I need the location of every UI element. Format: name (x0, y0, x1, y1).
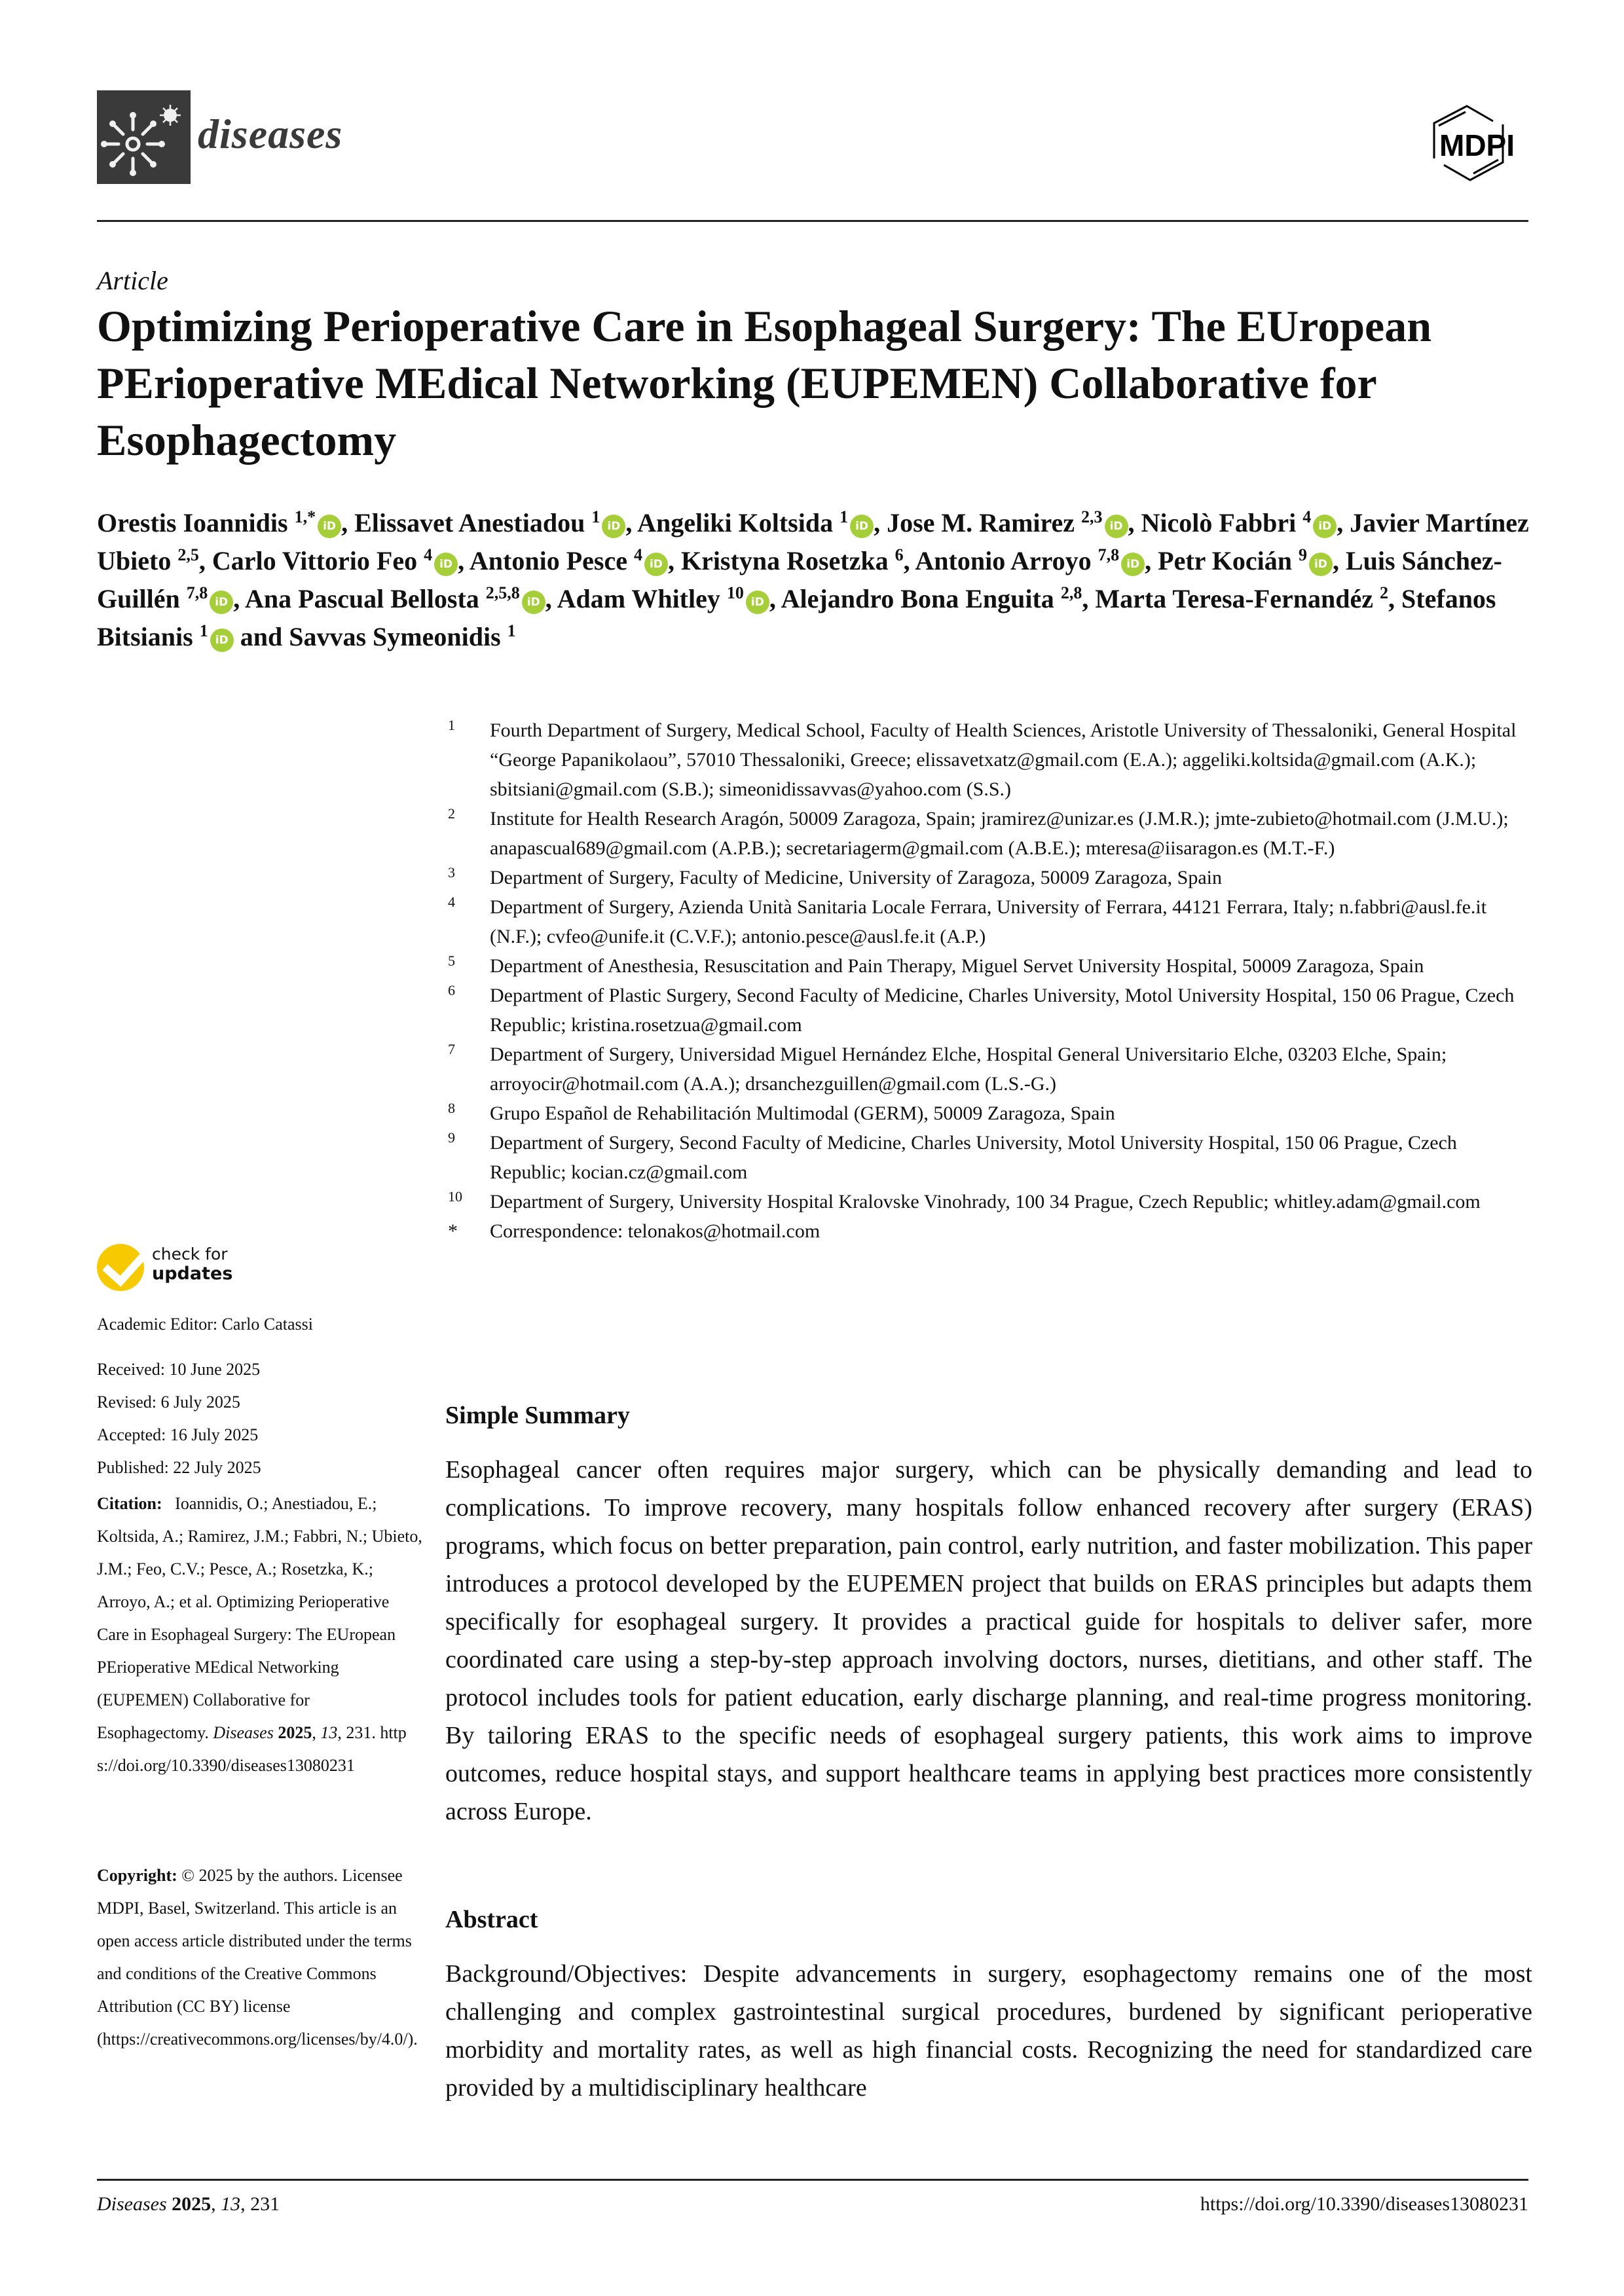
orcid-icon[interactable]: iD (602, 515, 625, 538)
article-title: Optimizing Perioperative Care in Esophageal Surgery: The EUropean PErioperative MEdical Networking (EUPEMEN) Collaborative for Esophagectomy (97, 301, 1432, 465)
author-name: Marta Teresa-Fernandéz (1095, 584, 1374, 613)
check-for-label: check for (152, 1245, 228, 1264)
author-name: Antonio Arroyo (915, 546, 1092, 575)
footer-doi-link[interactable]: https://doi.org/10.3390/diseases13080231 (1200, 2193, 1528, 2215)
citation-label: Citation: (97, 1494, 162, 1513)
affiliation-item (445, 863, 1532, 892)
author-affiliation-marker: 4 (1302, 507, 1312, 526)
affiliation-text: Institute for Health Research Aragón, 50009 Zaragoza, Spain; jramirez@unizar.es (J.M.R.); jmte-zubieto@hotmail.com (J.M.U.); anapascual689@gmail.com (A.P.B.); secretariagerm@gmail.com (A.B.E.); mteresa@iisaragon.es (M.T.-F.) (490, 808, 1509, 859)
copyright-block (97, 1859, 424, 2056)
author-affiliation-marker: 2,3 (1081, 507, 1103, 526)
author-name: Ana Pascual Bellosta (245, 584, 479, 613)
author-name: Orestis Ioannidis (97, 508, 288, 538)
footer-citation: Diseases 2025, 13, 231 (97, 2193, 280, 2215)
affiliation-item (445, 981, 1532, 1040)
affiliation-item (445, 892, 1532, 951)
academic-editor: Academic Editor: Carlo Catassi (97, 1315, 313, 1334)
affiliation-item (445, 1187, 1532, 1216)
author-affiliation-marker: 1 (591, 507, 600, 526)
affiliation-text: Department of Surgery, Faculty of Medicine, University of Zaragoza, 50009 Zaragoza, Spain (490, 867, 1222, 888)
author-separator: , (1388, 584, 1402, 613)
author-name: Antonio Pesce (469, 546, 627, 575)
affiliation-item (445, 1099, 1532, 1128)
orcid-icon[interactable]: iD (522, 591, 545, 614)
affiliation-number: 6 (448, 982, 455, 998)
author-affiliation-marker: 1,* (294, 507, 316, 526)
accepted-date: Accepted: 16 July 2025 (97, 1425, 259, 1444)
publisher-name: MDPI (1439, 128, 1515, 162)
author-name: Elissavet Anestiadou (354, 508, 585, 538)
orcid-icon[interactable]: iD (1105, 515, 1128, 538)
affiliation-text: Department of Surgery, University Hospital Kralovske Vinohrady, 100 34 Prague, Czech Republic; whitley.adam@gmail.com (490, 1191, 1481, 1212)
affiliation-number: 1 (448, 717, 455, 733)
footer-article: , 231 (240, 2193, 280, 2215)
correspondence-mark: * (448, 1220, 458, 1242)
virus-icon (97, 90, 191, 184)
citation-volume: 13 (320, 1723, 338, 1742)
affiliation-text: Department of Plastic Surgery, Second Faculty of Medicine, Charles University, Motol University Hospital, 150 06 Prague, Czech Republic; kristina.rosetzua@gmail.com (490, 985, 1515, 1036)
author-separator: , (903, 546, 915, 575)
author-affiliation-marker: 2,8 (1060, 583, 1082, 602)
affiliations-list (445, 716, 1532, 1246)
author-separator: , (1145, 546, 1158, 575)
author-separator: , (233, 584, 245, 613)
orcid-icon[interactable]: iD (210, 629, 234, 652)
affiliation-item (445, 1040, 1532, 1099)
author-name: Nicolò Fabbri (1141, 508, 1297, 538)
author-separator: , (769, 584, 781, 613)
orcid-icon[interactable]: iD (318, 515, 341, 538)
author-name: Jose M. Ramirez (887, 508, 1075, 538)
author-name: Javier Martínez Ubieto (97, 508, 1529, 575)
affiliation-text: Fourth Department of Surgery, Medical School, Faculty of Health Sciences, Aristotle University of Thessaloniki, General Hospital “George Papanikolaou”, 57010 Thessaloniki, Greece; elissavetxatz@gmail.com (E.A.); aggeliki.koltsida@gmail.com (A.K.); sbitsiani@gmail.com (S.B.); simeonidissavvas@yahoo.com (S.S.) (490, 720, 1517, 800)
author-separator: , (1337, 508, 1350, 538)
footer-divider (97, 2179, 1528, 2181)
author-separator: and (233, 622, 289, 651)
author-name: Savvas Symeonidis (289, 622, 501, 651)
affiliation-number: 2 (448, 805, 455, 822)
abstract-text: Background/Objectives: Despite advancements in surgery, esophagectomy remains one of the most challenging and complex gastrointestinal surgical procedures, burdened by significant perioperative morbidity and mortality rates, as well as high financial costs. Recognizing the need for standardized care provided by a multidisciplinary healthcare (445, 1960, 1532, 2102)
journal-logo (97, 90, 191, 184)
affiliation-text: Grupo Español de Rehabilitación Multimodal (GERM), 50009 Zaragoza, Spain (490, 1102, 1115, 1124)
mdpi-logo (1408, 105, 1529, 187)
author-name: Stefanos Bitsianis (97, 584, 1496, 651)
author-name: Alejandro Bona Enguita (781, 584, 1054, 613)
affiliation-text: Department of Surgery, Azienda Unità Sanitaria Locale Ferrara, University of Ferrara, 44121 Ferrara, Italy; n.fabbri@ausl.fe.it (N.F.); cvfeo@unife.it (C.V.F.); antonio.pesce@ausl.fe.it (A.P.) (490, 896, 1487, 947)
affiliation-number: 4 (448, 894, 455, 910)
affiliation-text: Department of Surgery, Universidad Miguel Hernández Elche, Hospital General Universitario Elche, 03203 Elche, Spain; arroyocir@hotmail.com (A.A.); drsanchezguillen@gmail.com (L.S.-G.) (490, 1044, 1447, 1095)
journal-name: diseases (198, 111, 343, 157)
footer-journal: Diseases (97, 2193, 167, 2215)
correspondence (445, 1216, 1532, 1246)
author-separator: , (458, 546, 470, 575)
affiliation-item (445, 951, 1532, 981)
affiliation-number: 5 (448, 953, 455, 969)
citation-year: 2025 (278, 1723, 312, 1742)
simple-summary-text: Esophageal cancer often requires major surgery, which can be physically demanding and lead to complications. To improve recovery, many hospitals follow enhanced recovery after surgery (ERAS) programs, which focus on better preparation, pain control, early nutrition, and faster mobilization. This paper introduces a protocol developed by the EUPEMEN project that builds on ERAS principles but adapts them specifically for esophageal surgery. It provides a practical guide for hospitals to deliver safer, more coordinated care using a step-by-step approach involving doctors, nurses, dietitians, and other staff. The protocol includes tools for patient education, early discharge planning, and real-time progress monitoring. By tailoring ERAS to the specific needs of esophageal surgery patients, this work aims to improve outcomes, reduce hospital stays, and support healthcare teams in applying best practices more consistently across Europe. (445, 1456, 1532, 1825)
author-name: Adam Whitley (557, 584, 720, 613)
citation-doi-link[interactable]: https://doi.org/10.3390/diseases13080231 (97, 1723, 407, 1775)
author-separator: , (545, 584, 557, 613)
author-separator: , (874, 508, 887, 538)
article-type: Article (97, 266, 168, 295)
author-affiliation-marker: 7,8 (186, 583, 208, 602)
affiliation-number: 7 (448, 1041, 455, 1057)
orcid-icon[interactable]: iD (434, 553, 458, 576)
footer-year: 2025 (172, 2193, 212, 2215)
affiliation-item (445, 804, 1532, 863)
abstract-heading: Abstract (445, 1906, 538, 1933)
author-affiliation-marker: 1 (199, 621, 208, 640)
header-divider (97, 220, 1528, 222)
author-separator: , (625, 508, 638, 538)
correspondence-email[interactable]: Correspondence: telonakos@hotmail.com (490, 1220, 821, 1242)
received-date: Received: 10 June 2025 (97, 1360, 261, 1379)
affiliation-item (445, 1128, 1532, 1187)
author-separator: , (341, 508, 355, 538)
author-affiliation-marker: 2 (1380, 583, 1389, 602)
author-affiliation-marker: 1 (840, 507, 849, 526)
author-name: Luis Sánchez-Guillén (97, 546, 1502, 613)
affiliation-text: Department of Surgery, Second Faculty of Medicine, Charles University, Motol University Hospital, 150 06 Prague, Czech Republic; kocian.cz@gmail.com (490, 1132, 1457, 1183)
author-affiliation-marker: 7,8 (1098, 545, 1120, 564)
orcid-icon[interactable]: iD (1309, 553, 1333, 576)
affiliation-item (445, 716, 1532, 804)
check-for-updates-button[interactable] (97, 1244, 293, 1293)
author-affiliation-marker: 2,5,8 (485, 583, 520, 602)
affiliation-number: 9 (448, 1129, 455, 1146)
orcid-icon[interactable]: iD (1313, 515, 1337, 538)
author-list (97, 504, 1531, 656)
author-separator: , (1128, 508, 1141, 538)
orcid-icon[interactable]: iD (1121, 553, 1145, 576)
author-name: Petr Kocián (1158, 546, 1292, 575)
author-separator: , (667, 546, 681, 575)
citation-article: , 231. (337, 1723, 380, 1742)
author-name: Angeliki Koltsida (637, 508, 834, 538)
author-separator: , (198, 546, 212, 575)
checkmark-icon (97, 1244, 144, 1291)
affiliation-number: 3 (448, 864, 455, 881)
footer-volume: 13 (221, 2193, 241, 2215)
author-affiliation-marker: 2,5 (177, 545, 199, 564)
affiliation-number: 10 (448, 1188, 462, 1205)
author-name: Carlo Vittorio Feo (212, 546, 418, 575)
author-affiliation-marker: 4 (424, 545, 433, 564)
citation-block: Citation: Ioannidis, O.; Anestiadou, E.; Koltsida, A.; Ramirez, J.M.; Fabbri, N.; Ubieto, J.M.; Feo, C.V.; Pesce, A.; Rosetzka, K.; Arroyo, A.; et al. Optimizing Perioperative Care in Esophageal Surgery: The EUropean PErioperative MEdical Networking (EUPEMEN) Collaborative for Esophagectomy. Diseases 2025, 13, 231. https://doi.org/10.3390/diseases13080231 (97, 1494, 422, 1775)
revised-date: Revised: 6 July 2025 (97, 1393, 240, 1412)
citation-journal: Diseases (213, 1723, 274, 1742)
copyright-text: © 2025 by the authors. Licensee MDPI, Basel, Switzerland. This article is an open access article distributed under the terms and conditions of the Creative Commons Attribution (CC BY) license (https://creativecommons.org/licenses/by/4.0/). (97, 1866, 418, 2049)
published-date: Published: 22 July 2025 (97, 1458, 261, 1477)
author-affiliation-marker: 4 (633, 545, 642, 564)
author-affiliation-marker: 6 (895, 545, 904, 564)
orcid-icon[interactable]: iD (210, 591, 233, 614)
orcid-icon[interactable]: iD (850, 515, 874, 538)
author-affiliation-marker: 10 (726, 583, 744, 602)
author-affiliation-marker: 9 (1298, 545, 1307, 564)
simple-summary-heading: Simple Summary (445, 1402, 630, 1429)
author-name: Kristyna Rosetzka (680, 546, 889, 575)
affiliation-text: Department of Anesthesia, Resuscitation and Pain Therapy, Miguel Servet University Hospital, 50009 Zaragoza, Spain (490, 955, 1424, 977)
orcid-icon[interactable]: iD (644, 553, 668, 576)
publication-dates (97, 1353, 424, 1484)
author-affiliation-marker: 1 (507, 621, 516, 640)
citation-text: Ioannidis, O.; Anestiadou, E.; Koltsida, A.; Ramirez, J.M.; Fabbri, N.; Ubieto, J.M.; Feo, C.V.; Pesce, A.; Rosetzka, K.; Arroyo, A.; et al. Optimizing Perioperative Care in Esophageal Surgery: The EUropean PErioperative MEdical Networking (EUPEMEN) Collaborative for Esophagectomy. (97, 1494, 422, 1742)
author-separator: , (1332, 546, 1346, 575)
orcid-icon[interactable]: iD (746, 591, 769, 614)
affiliation-number: 8 (448, 1100, 455, 1116)
author-separator: , (1082, 584, 1096, 613)
updates-label: updates (152, 1264, 233, 1284)
copyright-label: Copyright: (97, 1866, 177, 1885)
